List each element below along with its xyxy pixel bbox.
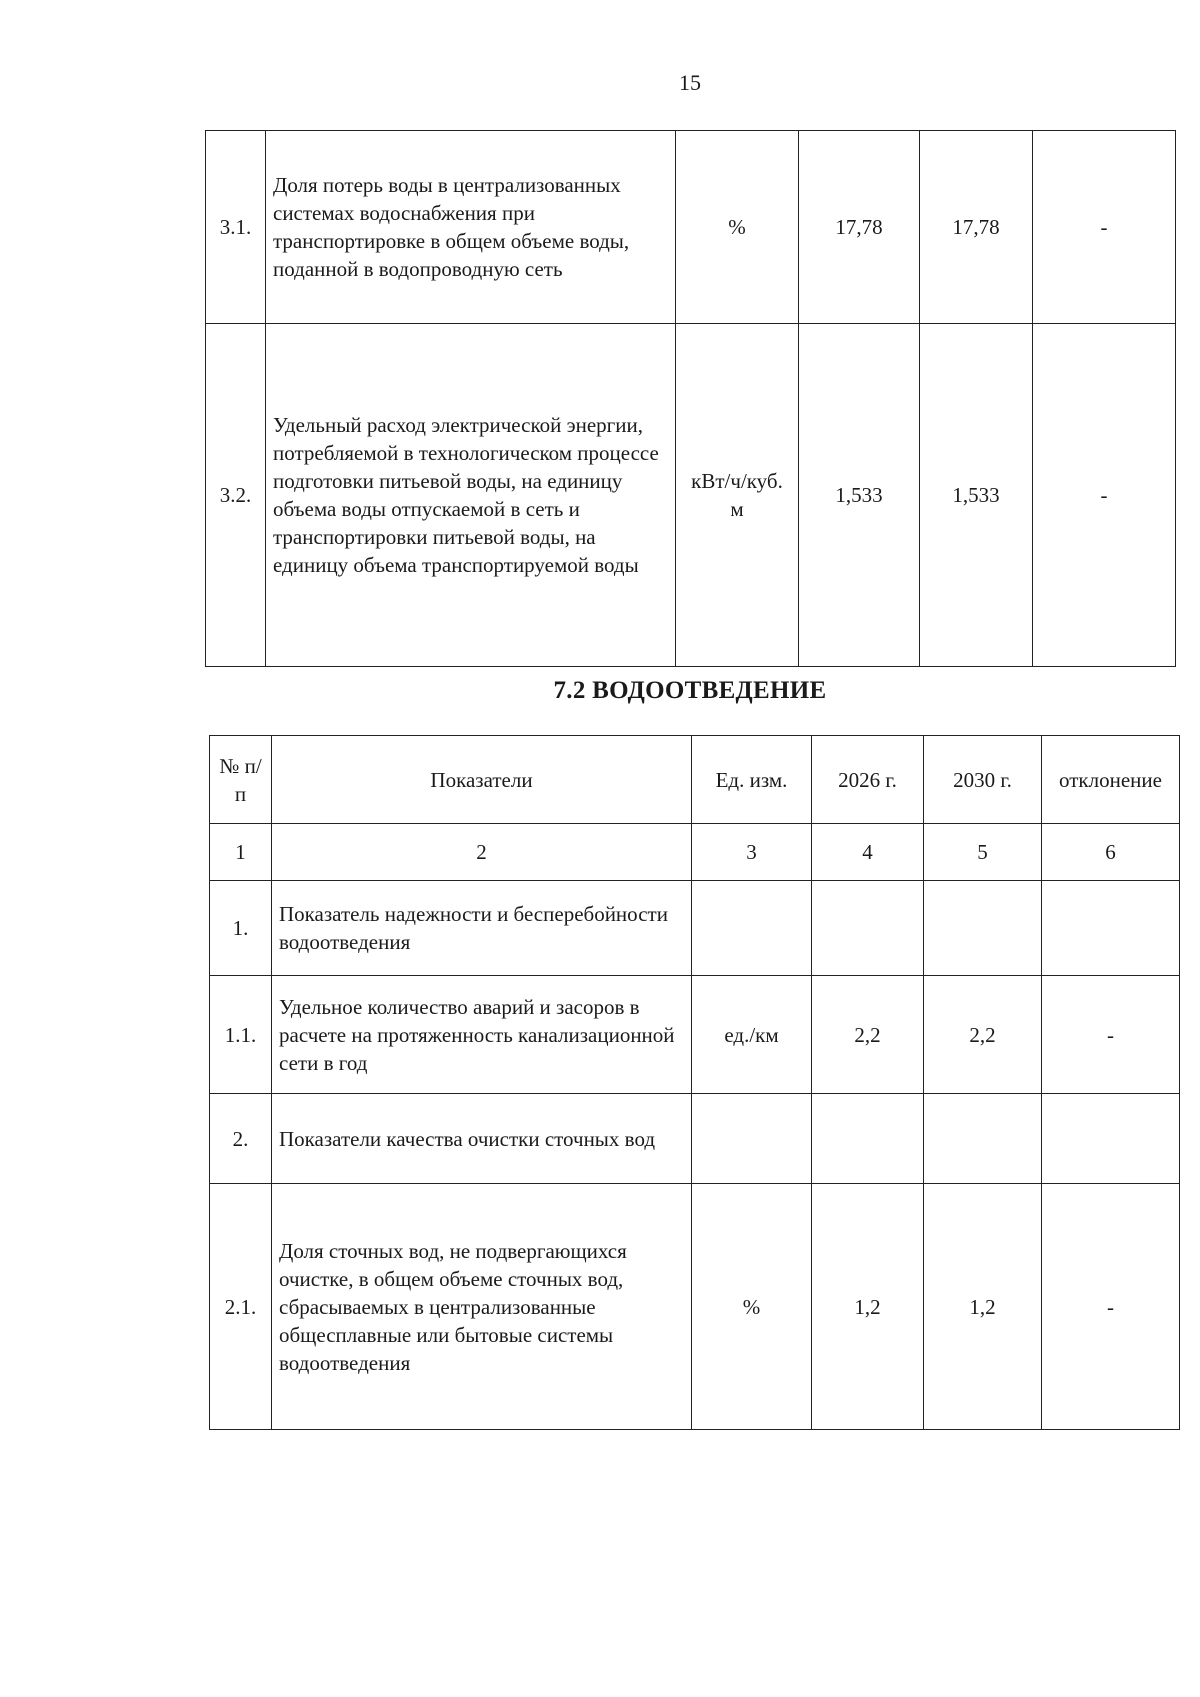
indicator-cell: Доля сточных вод, не подвергающихся очистке, в общем объеме сточных вод, сбрасываемых в централизованные общесплавные или бытовые системы водоотведения bbox=[272, 1184, 692, 1430]
deviation-cell: - bbox=[1033, 324, 1176, 667]
column-number: 1 bbox=[210, 824, 272, 881]
table-row bbox=[206, 131, 1176, 324]
water-supply-table bbox=[205, 130, 1176, 667]
header-indicator: Показатели bbox=[272, 736, 692, 824]
deviation-cell bbox=[1042, 1094, 1180, 1184]
table-row bbox=[210, 976, 1180, 1094]
column-number: 6 bbox=[1042, 824, 1180, 881]
table-row bbox=[210, 881, 1180, 976]
header-unit: Ед. изм. bbox=[692, 736, 812, 824]
unit-cell bbox=[692, 1094, 812, 1184]
header-number: № п/п bbox=[210, 736, 272, 824]
value-2026-cell: 1,2 bbox=[812, 1184, 924, 1430]
column-number: 2 bbox=[272, 824, 692, 881]
header-2026: 2026 г. bbox=[812, 736, 924, 824]
value-2026-cell: 1,533 bbox=[799, 324, 920, 667]
row-number: 2. bbox=[210, 1094, 272, 1184]
deviation-cell bbox=[1042, 881, 1180, 976]
indicator-cell: Удельное количество аварий и засоров в расчете на протяженность канализационной сети в год bbox=[272, 976, 692, 1094]
indicator-cell: Доля потерь воды в централизованных системах водоснабжения при транспортировке в общем объеме воды, поданной в водопроводную сеть bbox=[266, 131, 676, 324]
value-2026-cell bbox=[812, 1094, 924, 1184]
value-2026-cell: 17,78 bbox=[799, 131, 920, 324]
unit-cell: кВт/ч/куб. м bbox=[676, 324, 799, 667]
row-number: 2.1. bbox=[210, 1184, 272, 1430]
unit-cell bbox=[692, 881, 812, 976]
section-title: 7.2 ВОДООТВЕДЕНИЕ bbox=[553, 677, 827, 704]
unit-cell: % bbox=[676, 131, 799, 324]
row-number: 3.1. bbox=[206, 131, 266, 324]
unit-cell: % bbox=[692, 1184, 812, 1430]
value-2030-cell: 1,2 bbox=[924, 1184, 1042, 1430]
header-deviation: отклонение bbox=[1042, 736, 1180, 824]
table-row bbox=[210, 1094, 1180, 1184]
value-2026-cell bbox=[812, 881, 924, 976]
deviation-cell: - bbox=[1042, 976, 1180, 1094]
row-number: 3.2. bbox=[206, 324, 266, 667]
column-number-row bbox=[210, 824, 1180, 881]
table-row bbox=[210, 1184, 1180, 1430]
header-row bbox=[210, 736, 1180, 824]
column-number: 3 bbox=[692, 824, 812, 881]
value-2030-cell: 17,78 bbox=[920, 131, 1033, 324]
value-2030-cell: 2,2 bbox=[924, 976, 1042, 1094]
sewerage-table bbox=[209, 735, 1180, 1430]
deviation-cell: - bbox=[1033, 131, 1176, 324]
value-2030-cell: 1,533 bbox=[920, 324, 1033, 667]
unit-cell: ед./км bbox=[692, 976, 812, 1094]
column-number: 5 bbox=[924, 824, 1042, 881]
column-number: 4 bbox=[812, 824, 924, 881]
row-number: 1. bbox=[210, 881, 272, 976]
value-2030-cell bbox=[924, 1094, 1042, 1184]
page-number: 15 bbox=[679, 70, 701, 95]
value-2026-cell: 2,2 bbox=[812, 976, 924, 1094]
value-2030-cell bbox=[924, 881, 1042, 976]
row-number: 1.1. bbox=[210, 976, 272, 1094]
indicator-cell: Удельный расход электрической энергии, потребляемой в технологическом процессе подготовки питьевой воды, на единицу объема воды отпускаемой в сеть и транспортировки питьевой воды, на единицу объема транспортируемой воды bbox=[266, 324, 676, 667]
indicator-cell: Показатели качества очистки сточных вод bbox=[272, 1094, 692, 1184]
header-2030: 2030 г. bbox=[924, 736, 1042, 824]
table-row bbox=[206, 324, 1176, 667]
deviation-cell: - bbox=[1042, 1184, 1180, 1430]
indicator-cell: Показатель надежности и бесперебойности водоотведения bbox=[272, 881, 692, 976]
